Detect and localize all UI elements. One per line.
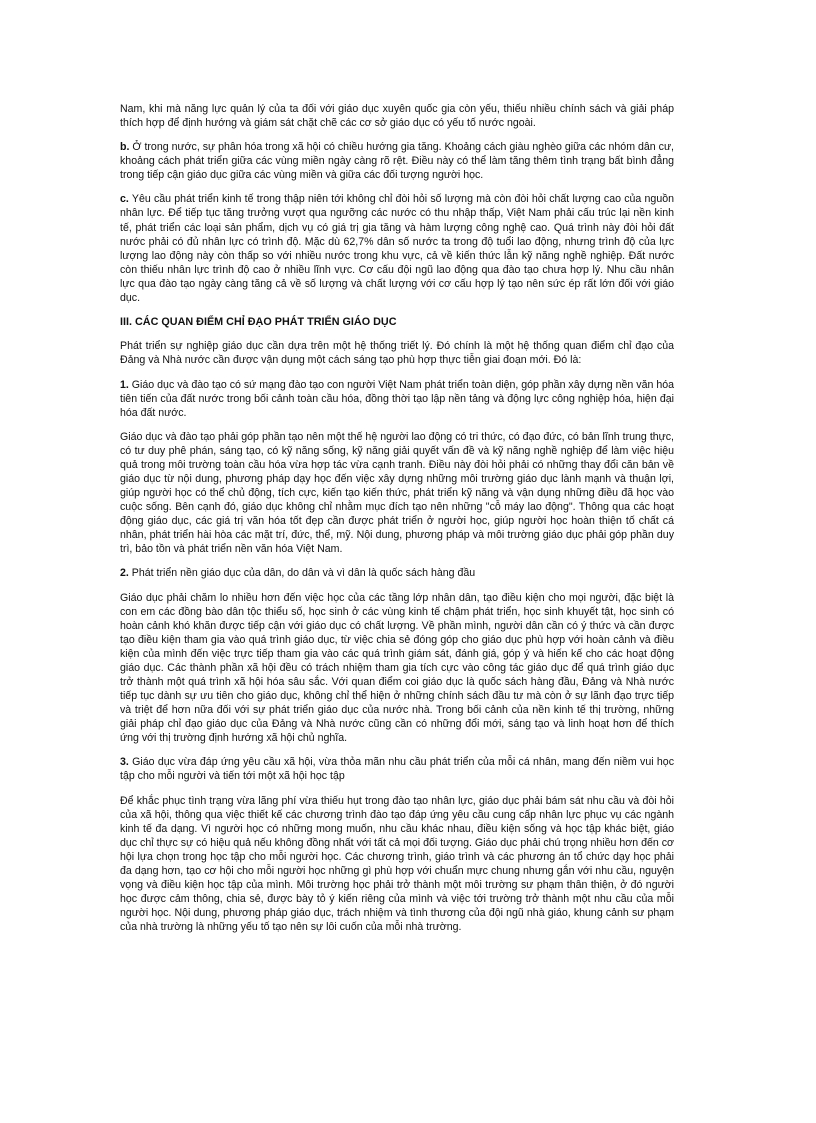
point-number: 1. (120, 378, 129, 391)
section-intro-paragraph (120, 339, 674, 367)
point-2-body (120, 591, 674, 746)
paragraph-text: Để khắc phục tình trạng vừa lãng phí vừa thiếu hụt trong đào tạo nhân lực, giáo dục phải bám sát nhu cầu và đòi hỏi của xã hội, thông qua việc thiết kế các chương trình đào tạo đáp ứng yêu cầu cung cấp nhân lực phục vụ các ngành kinh tế đa dạng. Vì người học có những mong muốn, nhu cầu khác nhau, điều kiện sống và học tập khác biệt, giáo dục chỉ thực sự có hiệu quả nếu không đồng nhất với tất cả mọi đối tượng. Giáo dục phải chú trọng nhiều hơn đến cơ hội lựa chọn trong học tập cho mỗi người học. Các chương trình, giáo trình và các phương án tổ chức dạy học phải đa dạng hơn, tạo cơ hội cho mỗi người học những gì phù hợp với chuẩn mực chung nhưng gắn với nhu cầu, nguyện vọng và điều kiện học tập của mình. Môi trường học phải trở thành một môi trường sư phạm thân thiện, ở đó người học được cảm thông, chia sẻ, được bày tỏ ý kiến riêng của mình và việc tới trường trở thành một nhu cầu của mỗi người học. Nội dung, phương pháp giáo dục, trách nhiệm và tình thương của đội ngũ nhà giáo, khung cảnh sư phạm của nhà trường là những yếu tố tạo nên sự lôi cuốn của mỗi nhà trường. (120, 794, 674, 934)
paragraph-intro-continuation (120, 102, 674, 130)
point-3-heading (120, 755, 674, 783)
paragraph-text: Ở trong nước, sự phân hóa trong xã hội có chiều hướng gia tăng. Khoảng cách giàu nghèo giữa các nhóm dân cư, khoảng cách phát triển giữa các vùng miền ngày càng rõ rệt. Điều này có thể làm tăng thêm tình trạng bất bình đẳng trong tiếp cận giáo dục giữa các vùng miền và giữa các đối tượng người học. (120, 141, 674, 182)
point-number: 3. (120, 756, 129, 769)
point-1-heading (120, 378, 674, 420)
paragraph-b (120, 140, 674, 182)
point-text: Giáo dục vừa đáp ứng yêu cầu xã hội, vừa thỏa mãn nhu cầu phát triển của mỗi cá nhân, mang đến niềm vui học tập cho mỗi người và tiến tới một xã hội học tập (120, 756, 674, 783)
paragraph-text: Giáo dục phải chăm lo nhiều hơn đến việc học của các tầng lớp nhân dân, tạo điều kiện cho mọi người, đặc biệt là con em các đồng bào dân tộc thiểu số, học sinh ở các vùng kinh tế chậm phát triển, học sinh khuyết tật, học sinh có hoàn cảnh khó khăn được tiếp cận với giáo dục có chất lượng. Về phần mình, người dân cần có ý thức và cần được tạo điều kiện tham gia vào quá trình giáo dục, từ việc chia sẻ đóng góp cho giáo dục phù hợp với hoàn cảnh và điều kiện của mình đến việc trực tiếp tham gia vào các quá trình giám sát, đánh giá, góp ý và hiến kế cho các hoạt động giáo dục. Các thành phần xã hội đều có trách nhiệm tham gia tích cực vào công tác giáo dục để quá trình giáo dục trở thành một quá trình xã hội hóa sâu sắc. Với quan điểm coi giáo dục là quốc sách hàng đầu, Đảng và Nhà nước tiếp tục dành sự ưu tiên cho giáo dục, không chỉ thể hiện ở những chính sách đầu tư mà còn ở sự lãnh đạo trực tiếp và triệt để hơn nữa đối với sự phát triển giáo dục của nước nhà. Trong bối cảnh của nền kinh tế thị trường, những giải pháp chỉ đạo giáo dục của Đảng và Nhà nước cũng cần có những đổi mới, sáng tạo và linh hoạt hơn để thích ứng với thị trường định hướng xã hội chủ nghĩa. (120, 591, 674, 745)
point-3-body (120, 794, 674, 935)
paragraph-text: Yêu cầu phát triển kinh tế trong thập niên tới không chỉ đòi hỏi số lượng mà còn đòi hỏi chất lượng cao của nguồn nhân lực. Để tiếp tục tăng trưởng vượt qua ngưỡng các nước có thu nhập thấp, Việt Nam phải cấu trúc lại nền kinh tế, phát triển các loại sản phẩm, dịch vụ có giá trị gia tăng và hàm lượng công nghệ cao. Quá trình này đòi hỏi đất nước phải có đủ nhân lực có trình độ. Mặc dù 62,7% dân số nước ta trong độ tuổi lao động, nhưng trình độ của lực lượng lao động này còn thấp so với nhiều nước trong khu vực, cả về kiến thức lẫn kỹ năng nghề nghiệp. Đất nước còn thiếu nhân lực trình độ cao ở nhiều lĩnh vực. Cơ cấu đội ngũ lao động qua đào tạo chưa hợp lý. Nhu cầu nhân lực qua đào tạo ngày càng tăng cả về số lượng và chất lượng với cơ cấu hợp lý tạo nên sức ép rất lớn đối với giáo dục. (120, 193, 674, 304)
paragraph-text: Phát triển sự nghiệp giáo dục cần dựa trên một hệ thống triết lý. Đó chính là một hệ thống quan điểm chỉ đạo của Đảng và Nhà nước cần được vận dụng một cách sáng tạo phù hợp thực tiễn giai đoạn mới. Đó là: (120, 340, 674, 367)
paragraph-label: b. (120, 141, 130, 154)
paragraph-text: Nam, khi mà năng lực quản lý của ta đối với giáo dục xuyên quốc gia còn yếu, thiếu nhiều chính sách và giải pháp thích hợp để định hướng và giám sát chặt chẽ các cơ sở giáo dục có yếu tố nước ngoài. (120, 103, 674, 130)
paragraph-text: Giáo dục và đào tạo phải góp phần tạo nên một thế hệ người lao động có tri thức, có đạo đức, có bản lĩnh trung thực, có tư duy phê phán, sáng tạo, có kỹ năng sống, kỹ năng giải quyết vấn đề và kỹ năng nghề nghiệp để làm việc hiệu quả trong môi trường toàn cầu hóa vừa hợp tác vừa cạnh tranh. Điều này đòi hỏi phải có những thay đổi căn bản về giáo dục từ nội dung, phương pháp dạy học đến việc xây dựng những môi trường giáo dục lành mạnh và thuận lợi, giúp người học có thể chủ động, tích cực, kiến tạo kiến thức, phát triển kỹ năng và vận dụng những điều đã học vào cuộc sống. Bên cạnh đó, giáo dục không chỉ nhằm mục đích tạo nên những "cỗ máy lao động". Thông qua các hoạt động giáo dục, các giá trị văn hóa tốt đẹp cần được phát triển ở người học, giúp người học hoàn thiện tố chất cá nhân, phát triển hài hòa các mặt trí, đức, thể, mỹ. Nội dung, phương pháp và môi trường giáo dục phải góp phần duy trì, bảo tồn và phát triển nền văn hóa Việt Nam. (120, 430, 674, 556)
point-1-body (120, 430, 674, 557)
point-number: 2. (120, 567, 129, 580)
point-text: Giáo dục và đào tạo có sứ mạng đào tạo con người Việt Nam phát triển toàn diện, góp phần xây dựng nền văn hóa tiên tiến của đất nước trong bối cảnh toàn cầu hóa, đồng thời tạo lập nền tảng và động lực công nghiệp hóa, hiện đại hóa đất nước. (120, 378, 674, 419)
section-heading: III. CÁC QUAN ĐIỂM CHỈ ĐẠO PHÁT TRIỂN GIÁO DỤC (120, 316, 397, 329)
paragraph-c (120, 192, 674, 305)
point-2-heading (120, 566, 674, 580)
point-text: Phát triển nền giáo dục của dân, do dân và vì dân là quốc sách hàng đầu (128, 567, 476, 580)
paragraph-label: c. (120, 193, 129, 206)
